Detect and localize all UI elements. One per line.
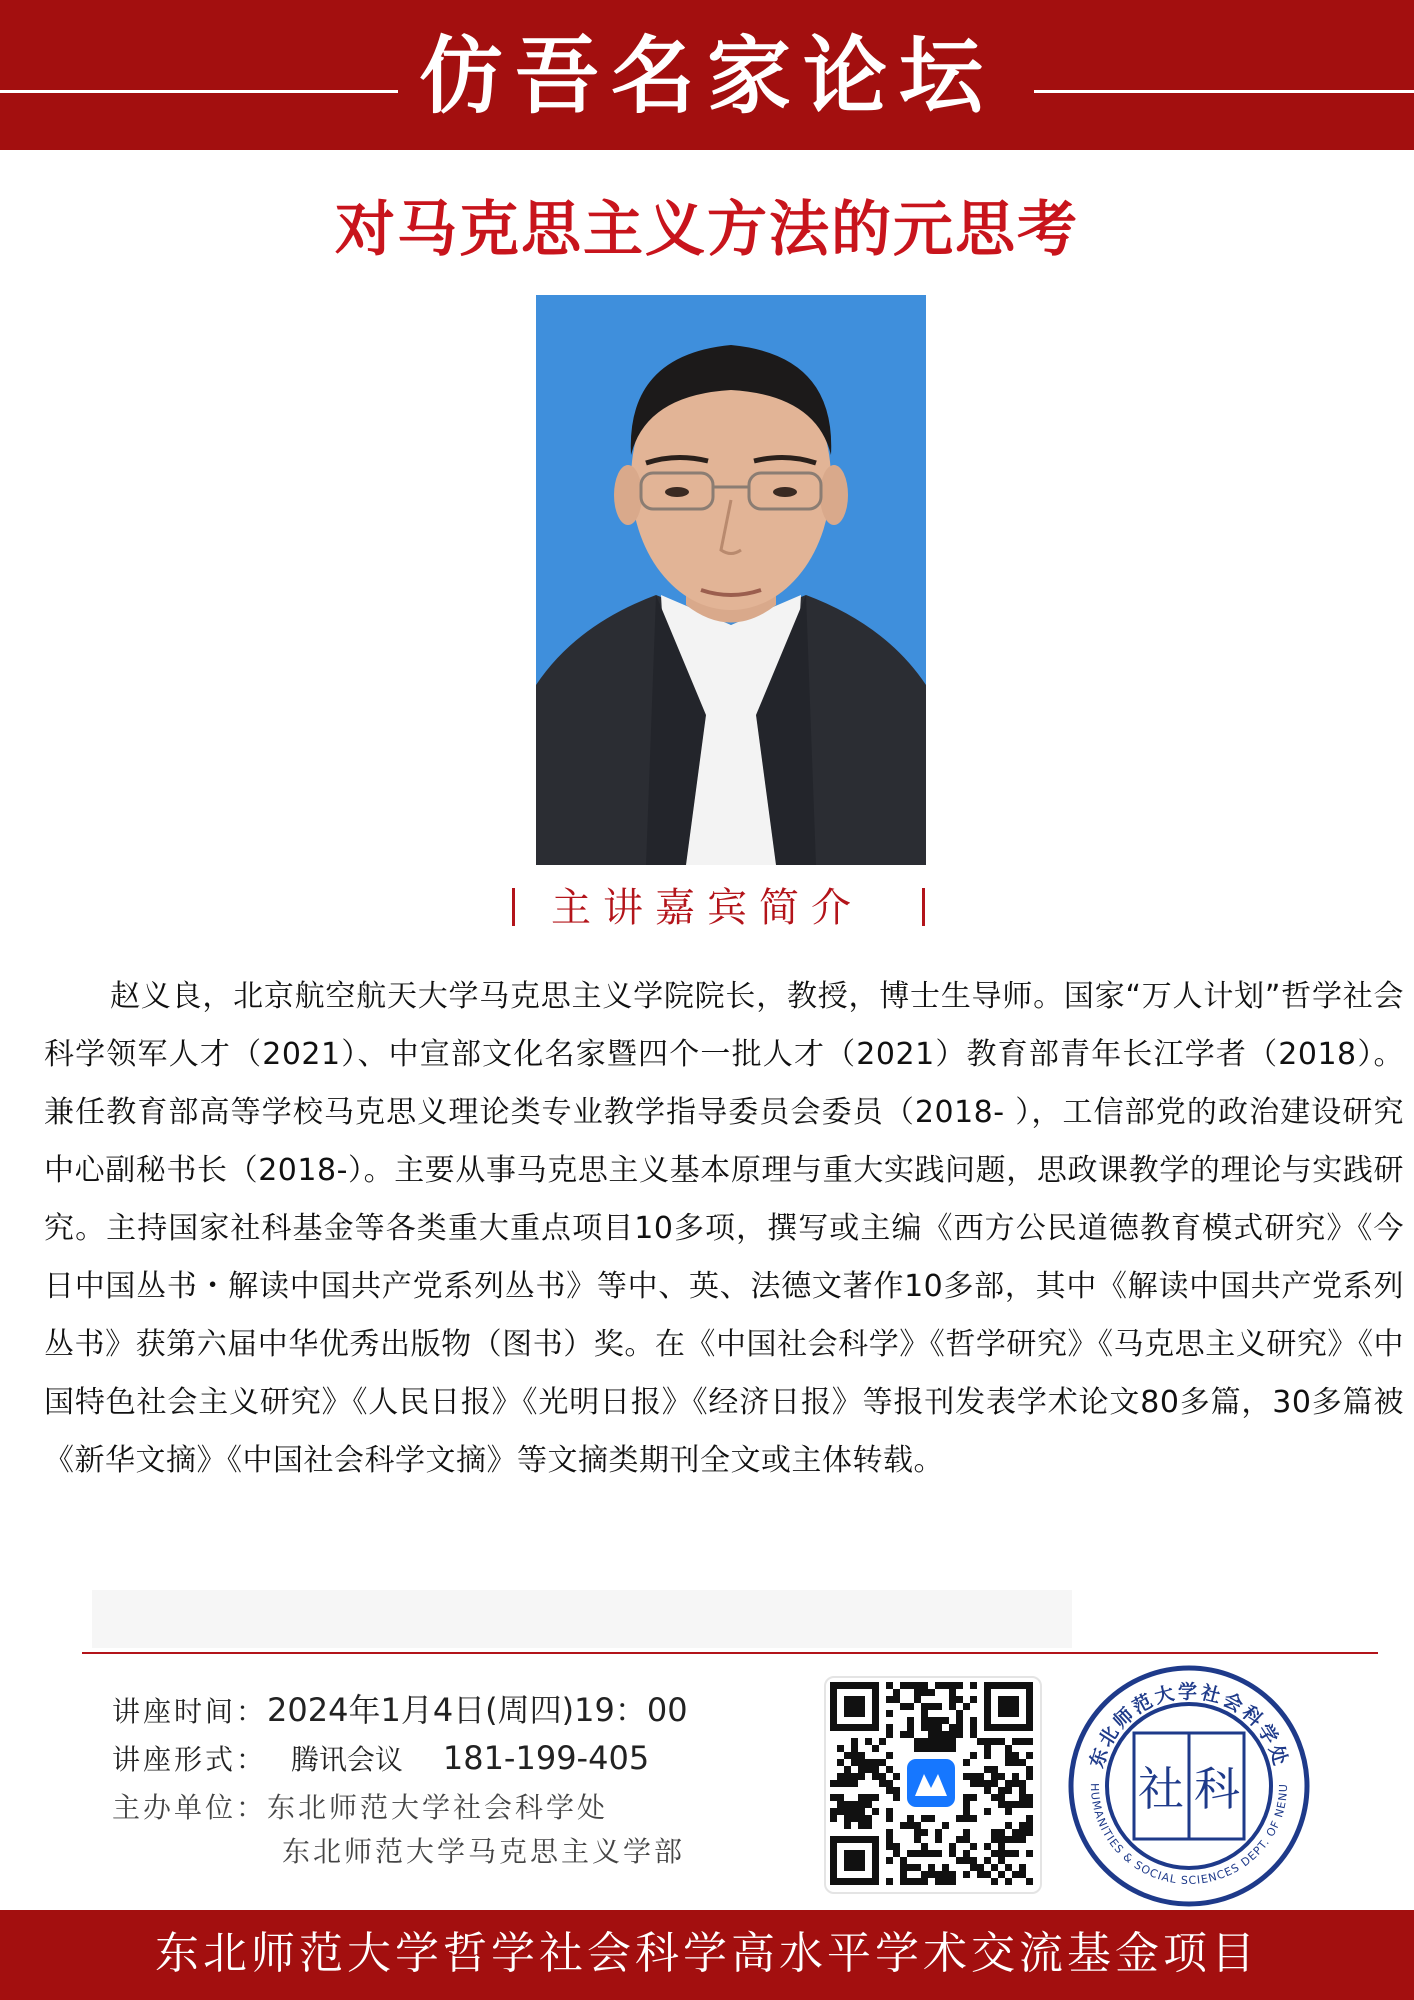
seal-char-1: 社: [1138, 1762, 1184, 1816]
seal-char-2: 科: [1194, 1762, 1240, 1816]
organizer-1: 东北师范大学社会科学处: [267, 1791, 609, 1824]
qr-code[interactable]: [824, 1676, 1042, 1894]
section-divider: [82, 1652, 1378, 1654]
organizer-row: [112, 1786, 608, 1830]
speaker-intro-heading: 主讲嘉宾简介: [551, 885, 863, 931]
speaker-portrait: [536, 295, 926, 865]
organizer-2: 东北师范大学马克思主义学部: [282, 1835, 686, 1868]
footer-text: 东北师范大学哲学社会科学高水平学术交流基金项目: [155, 1928, 1259, 1979]
seal-text-cn: 东北师范大学社会科学处: [1085, 1681, 1293, 1771]
university-seal-icon: [1066, 1663, 1312, 1909]
organizer-label: 主办单位：: [112, 1791, 268, 1824]
time-value: 2024年1月4日(周四)19：00: [267, 1691, 688, 1729]
format-value: 腾讯会议: [290, 1743, 403, 1776]
format-row: [112, 1736, 649, 1782]
time-row: [112, 1688, 688, 1734]
seal-text-en: HUMANITIES & SOCIAL SCIENCES DEPT. OF NENU: [1087, 1782, 1291, 1888]
spacer-panel: [92, 1590, 1072, 1648]
speaker-bio: 赵义良，北京航空航天大学马克思主义学院院长，教授，博士生导师。国家“万人计划”哲学社会科学领军人才（2021）、中宣部文化名家暨四个一批人才（2021）教育部青年长江学者（2018）。兼任教育部高等学校马克思义理论类专业教学指导委员会委员（2018- ），工信部党的政治建设研究中心副秘书长（2018-）。主要从事马克思主义基本原理与重大实践问题，思政课教学的理论与实践研究。主持国家社科基金等各类重大重点项目10多项，撰写或主编《西方公民道德教育模式研究》《今日中国丛书・解读中国共产党系列丛书》等中、英、法德文著作10多部，其中《解读中国共产党系列丛书》获第六届中华优秀出版物（图书）奖。在《中国社会科学》《哲学研究》《马克思主义研究》《中国特色社会主义研究》《人民日报》《光明日报》《经济日报》等报刊发表学术论文80多篇，30多篇被《新华文摘》《中国社会科学文摘》等文摘类期刊全文或主体转载。: [44, 979, 1404, 1478]
meeting-id: 181-199-405: [442, 1739, 650, 1777]
forum-name: 仿吾名家论坛: [418, 26, 995, 125]
format-label: 讲座形式：: [112, 1743, 268, 1776]
portrait-illustration: [536, 295, 926, 865]
lecture-title: 对马克思主义方法的元思考: [335, 195, 1079, 265]
time-label: 讲座时间：: [112, 1695, 268, 1728]
tencent-meeting-icon: [907, 1759, 955, 1807]
qr-code-icon: [826, 1678, 1036, 1888]
